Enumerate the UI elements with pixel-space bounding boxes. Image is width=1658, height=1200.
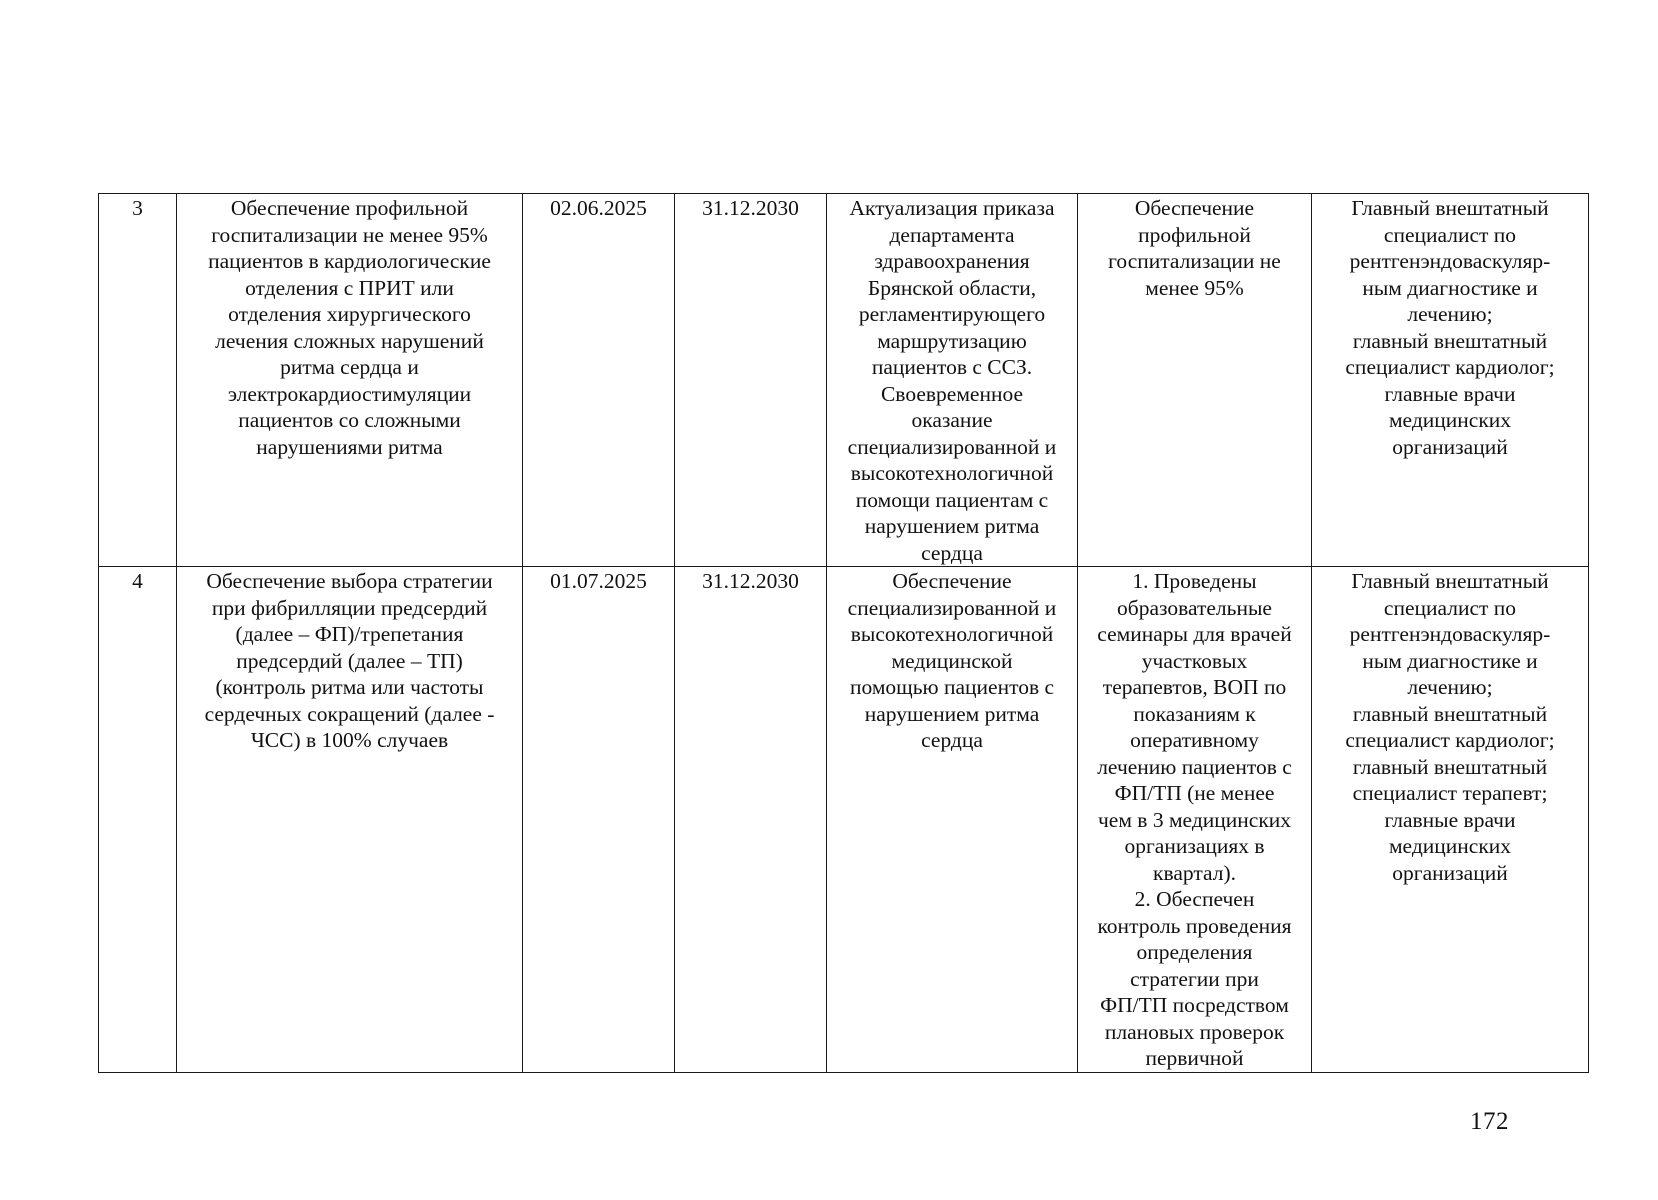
responsible-cell — [1312, 567, 1589, 1073]
task-text: Обеспечение профильной госпитализации не менее 95% пациентов в кардиологические отделения с ПРИТ или отделения хирургического лечения сложных нарушений ритма сердца и электрокардиостимуляции пациентов со сложными нарушениями ритма — [208, 196, 491, 459]
measures-text: Обеспечение специализированной и высокотехнологичной медицинской помощью пациентов с нарушением ритма сердца — [847, 569, 1057, 752]
task-text: Обеспечение выбора стратегии при фибрилляции предсердий (далее – ФП)/трепетания предсердий (далее – ТП) (контроль ритма или частоты сердечных сокращений (далее - ЧСС) в 100% случаев — [204, 569, 495, 752]
page-number: 172 — [1470, 1108, 1509, 1135]
result-text: 1. Проведены образовательные семинары для врачей участковых терапевтов, ВОП по показаниям к оперативному лечению пациентов с ФП/ТП (не менее чем в 3 медицинских организациях в квартал). 2. Обеспечен контроль проведения определения стратегии при ФП/ТП посредством плановых проверок первичной — [1097, 569, 1292, 1070]
start-date: 02.06.2025 — [550, 196, 647, 220]
responsible-text: Главный внештатный специалист по рентгенэндоваскуляр- ным диагностике и лечению; главный внештатный специалист кардиолог; главные врачи медицинских организаций — [1345, 196, 1555, 459]
task-cell — [177, 194, 523, 567]
table-row — [99, 194, 1589, 567]
start-date-cell — [523, 567, 675, 1073]
row-number: 4 — [132, 569, 143, 593]
result-cell — [1078, 194, 1312, 567]
measures-cell — [827, 194, 1078, 567]
end-date: 31.12.2030 — [702, 196, 799, 220]
end-date: 31.12.2030 — [702, 569, 799, 593]
result-text: Обеспечение профильной госпитализации не менее 95% — [1108, 196, 1281, 300]
start-date: 01.07.2025 — [550, 569, 647, 593]
measures-cell — [827, 567, 1078, 1073]
end-date-cell — [675, 194, 827, 567]
end-date-cell — [675, 567, 827, 1073]
task-cell — [177, 567, 523, 1073]
measures-text: Актуализация приказа департамента здравоохранения Брянской области, регламентирующего маршрутизацию пациентов с ССЗ. Своевременное оказание специализированной и высокотехнологичной помощи пациентам с нарушением ритма сердца — [847, 196, 1057, 565]
row-number: 3 — [132, 196, 143, 220]
row-number-cell — [99, 567, 177, 1073]
table-row — [99, 567, 1589, 1073]
responsible-cell — [1312, 194, 1589, 567]
start-date-cell — [523, 194, 675, 567]
plan-table — [98, 193, 1589, 1073]
responsible-text: Главный внештатный специалист по рентгенэндоваскуляр- ным диагностике и лечению; главный внештатный специалист кардиолог; главный внештатный специалист терапевт; главные врачи медицинских организаций — [1345, 569, 1555, 885]
result-cell — [1078, 567, 1312, 1073]
row-number-cell — [99, 194, 177, 567]
